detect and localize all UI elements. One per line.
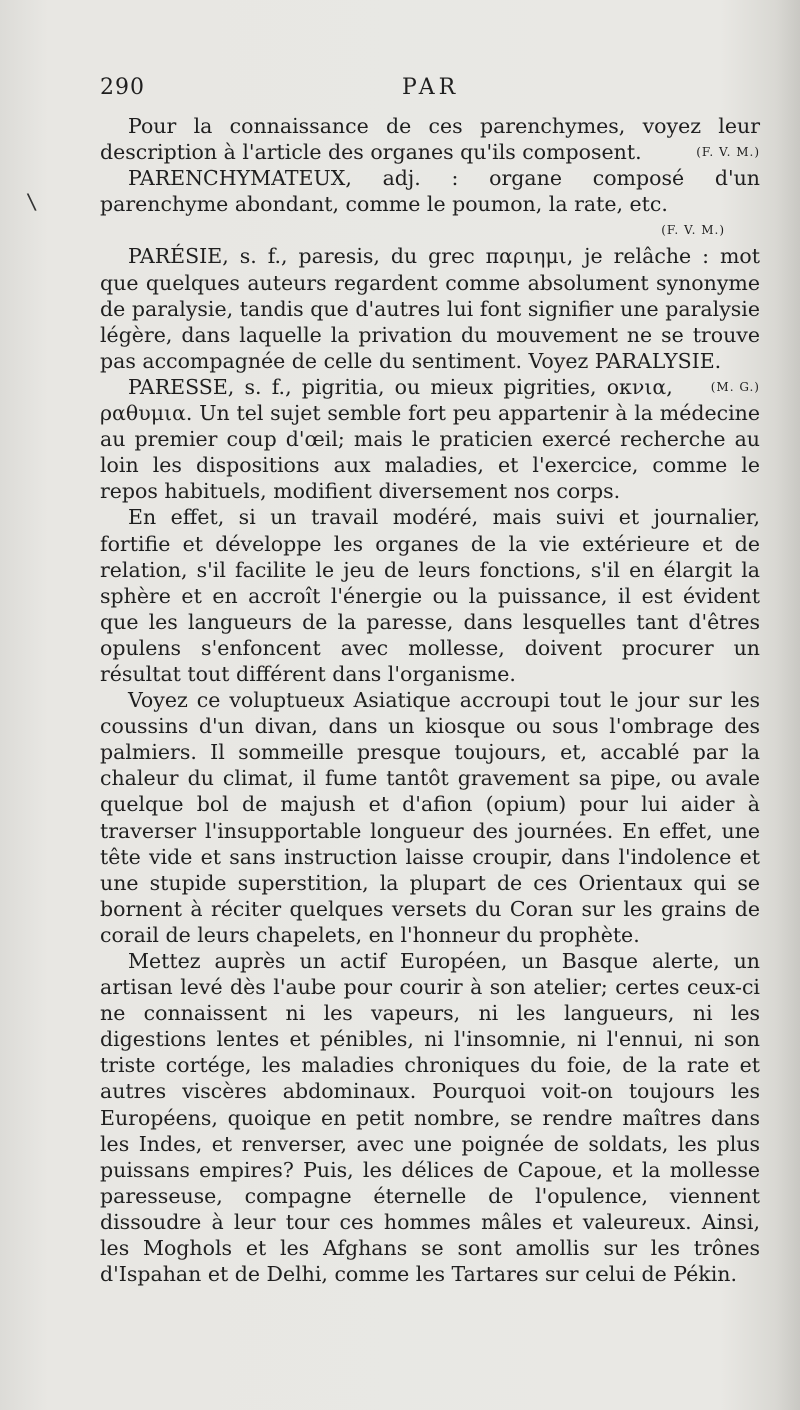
page-number: 290 <box>100 75 145 100</box>
paragraph-text: En effet, si un travail modéré, mais suivi et journalier, fortifie et développe les organes de la vie extérieure et de relation, s'il facilite le jeu de leurs fonctions, s'il en élargit la sphère et en accroît l'énergie ou la puissance, il est évident que les langueurs de la paresse, dans lesquelles tant d'êtres opulens s'enfoncent avec mollesse, doivent procurer un résultat tout différent dans l'organisme. <box>100 505 760 686</box>
paragraph-text: Voyez ce voluptueux Asiatique accroupi tout le jour sur les coussins d'un divan, dans un kiosque ou sous l'ombrage des palmiers. Il sommeille presque toujours, et, accablé par la chaleur du climat, il fume tantôt gravement sa pipe, ou avale quelque bol de majush et d'afion (opium) pour lui aider à traverser l'insupportable longueur des journées. En effet, une tête vide et sans instruction laisse croupir, dans l'indolence et une stupide superstition, la plupart de ces Orientaux qui se bornent à réciter quelques versets du Coran sur les grains de corail de leurs chapelets, en l'honneur du prophète. <box>100 688 760 947</box>
author-signature: (M. G.) <box>710 379 760 394</box>
author-signature: (F. V. M.) <box>661 223 725 238</box>
entry-paresse <box>100 374 760 504</box>
running-head: PAR <box>402 75 460 100</box>
paragraph-text: Mettez auprès un actif Européen, un Basque alerte, un artisan levé dès l'aube pour courir à son atelier; certes ceux-ci ne connaissent ni les vapeurs, ni les langueurs, ni les digestions lentes et pénibles, ni l'insomnie, ni l'ennui, ni son triste cortége, les maladies chroniques du foie, de la rate et autres viscères abdominaux. Pourquoi voit-on toujours les Européens, quoique en petit nombre, se rendre maîtres dans les Indes, et renverser, avec une poignée de soldats, les plus puissans empires? Puis, les délices de Capoue, et la mollesse paresseuse, compagne éternelle de l'opulence, viennent dissoudre à leur tour ces hommes mâles et valeureux. Ainsi, les Moghols et les Afghans se sont amollis sur les trônes d'Ispahan et de Delhi, comme les Tartares sur celui de Pékin. <box>100 949 760 1287</box>
paragraph-text: Pour la connaissance de ces parenchymes, voyez leur description à l'article des organes qu'ils composent. <box>100 114 760 165</box>
paragraph-text: PARENCHYMATEUX, adj. : organe composé d'un parenchyme abondant, comme le poumon, la rate, etc. <box>100 166 760 217</box>
margin-mark: \ <box>26 189 38 216</box>
page-header <box>100 75 760 105</box>
paragraph-parenchymes <box>100 113 760 165</box>
paragraph-mettez <box>100 948 760 1287</box>
paragraph-en-effet <box>100 504 760 687</box>
paragraph-text: PARESSE, s. f., pigritia, ou mieux pigrities, οκνια, ραθυμια. Un tel sujet semble fort peu appartenir à la médecine au premier coup d'œil; mais le praticien exercé recherche au loin les dispositions aux maladies, et l'exercice, comme le repos habituels, modifient diversement nos corps. <box>100 374 760 504</box>
paragraph-voyez <box>100 687 760 948</box>
paragraph-text: PARÉSIE, s. f., paresis, du grec παριημι, je relâche : mot que quelques auteurs regardent comme absolument synonyme de paralysie, tandis que d'autres lui font signifier une paralysie légère, dans laquelle la privation du mouvement ne se trouve pas accompagnée de celle du sentiment. Voyez PARALYSIE. <box>100 244 760 373</box>
body-text <box>100 113 760 1287</box>
author-signature: (F. V. M.) <box>696 145 760 160</box>
entry-paresie <box>100 243 760 394</box>
entry-parenchymateux <box>100 165 760 217</box>
